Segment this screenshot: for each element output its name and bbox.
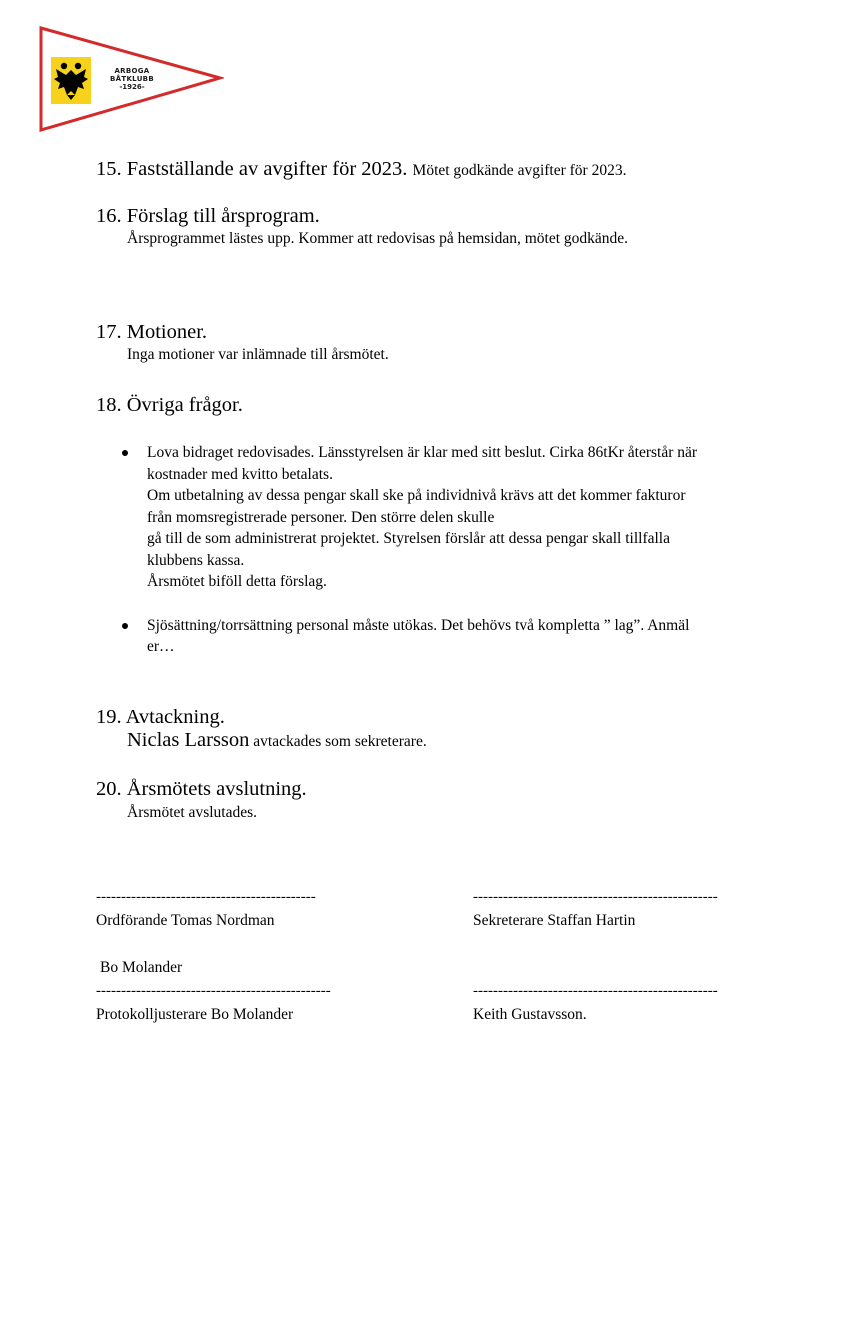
section-20-title: Årsmötets avslutning. <box>126 778 307 800</box>
logo-year: -1926- <box>119 83 145 91</box>
bullet-icon <box>122 450 128 456</box>
bullet-line: Årsmötet biföll detta förslag. <box>147 573 327 590</box>
signature-label-chair: Ordförande Tomas Nordman <box>96 912 275 929</box>
section-15-number: 15. <box>96 158 122 180</box>
section-17 <box>96 320 207 344</box>
section-18-bullet-list <box>120 442 770 658</box>
section-16 <box>96 204 320 228</box>
section-20-body: Årsmötet avslutades. <box>127 804 258 821</box>
signature-line-secretary: ------------------------------------------------- <box>473 889 718 905</box>
section-19-body <box>127 730 427 752</box>
signature-line-second-adjuster: ------------------------------------------------- <box>473 983 718 999</box>
bullet-line: klubbens kassa. <box>147 551 245 569</box>
bullet-line: Om utbetalning av dessa pengar skall ske på individnivå krävs att det kommer fakturor <box>147 487 686 504</box>
bullet-line: Sjösättning/torrsättning personal måste utökas. Det behövs två kompletta ” lag”. Anmäl <box>147 616 690 634</box>
section-19-body-text: avtackades som sekreterare. <box>249 733 427 750</box>
logo-text-line2: BÅTKLUBB <box>110 75 154 83</box>
section-20-number: 20. <box>96 778 122 800</box>
bullet-line: er… <box>147 638 175 655</box>
signature-label-second-adjuster: Keith Gustavsson. <box>473 1006 587 1023</box>
section-15-title: Fastställande av avgifter för 2023. <box>126 158 408 180</box>
logo-text-line1: ARBOGA <box>114 67 150 75</box>
section-15-body: Mötet godkände avgifter för 2023. <box>412 162 627 179</box>
signature-label-adjuster: Protokolljusterare Bo Molander <box>96 1006 294 1023</box>
section-19 <box>96 705 225 729</box>
bullet-item <box>120 615 770 658</box>
bullet-line: från momsregistrerade personer. Den större delen skulle <box>147 508 495 526</box>
section-17-body: Inga motioner var inlämnade till årsmötet. <box>127 346 389 363</box>
bullet-item <box>120 442 770 593</box>
signature-line-chair: -------------------------------------------- <box>96 889 316 905</box>
section-17-title: Motioner. <box>126 321 208 343</box>
section-18-number: 18. <box>96 394 122 416</box>
section-16-number: 16. <box>96 205 122 227</box>
bullet-line: Lova bidraget redovisades. Länsstyrelsen är klar med sitt beslut. Cirka 86tKr återstår när <box>147 444 698 461</box>
section-19-number: 19. <box>96 706 122 728</box>
section-20 <box>96 777 307 801</box>
bullet-icon <box>122 623 128 629</box>
section-18-title: Övriga frågor. <box>126 394 243 416</box>
thanked-person-name: Niclas Larsson <box>127 729 250 751</box>
bullet-line: kostnader med kvitto betalats. <box>147 465 333 483</box>
signature-label-secretary: Sekreterare Staffan Hartin <box>473 912 636 929</box>
section-18 <box>96 393 243 417</box>
section-17-number: 17. <box>96 321 122 343</box>
section-16-title: Förslag till årsprogram. <box>126 205 320 227</box>
section-16-body: Årsprogrammet lästes upp. Kommer att redovisas på hemsidan, mötet godkände. <box>127 230 629 247</box>
bullet-line: gå till de som administrerat projektet. Styrelsen förslår att dessa pengar skall tillfalla <box>147 530 670 547</box>
club-logo <box>38 25 224 133</box>
signature-line-adjuster: ----------------------------------------------- <box>96 983 331 999</box>
section-19-title: Avtackning. <box>125 706 225 728</box>
signature-name-adjuster: Bo Molander <box>100 959 183 976</box>
section-15 <box>96 157 626 183</box>
